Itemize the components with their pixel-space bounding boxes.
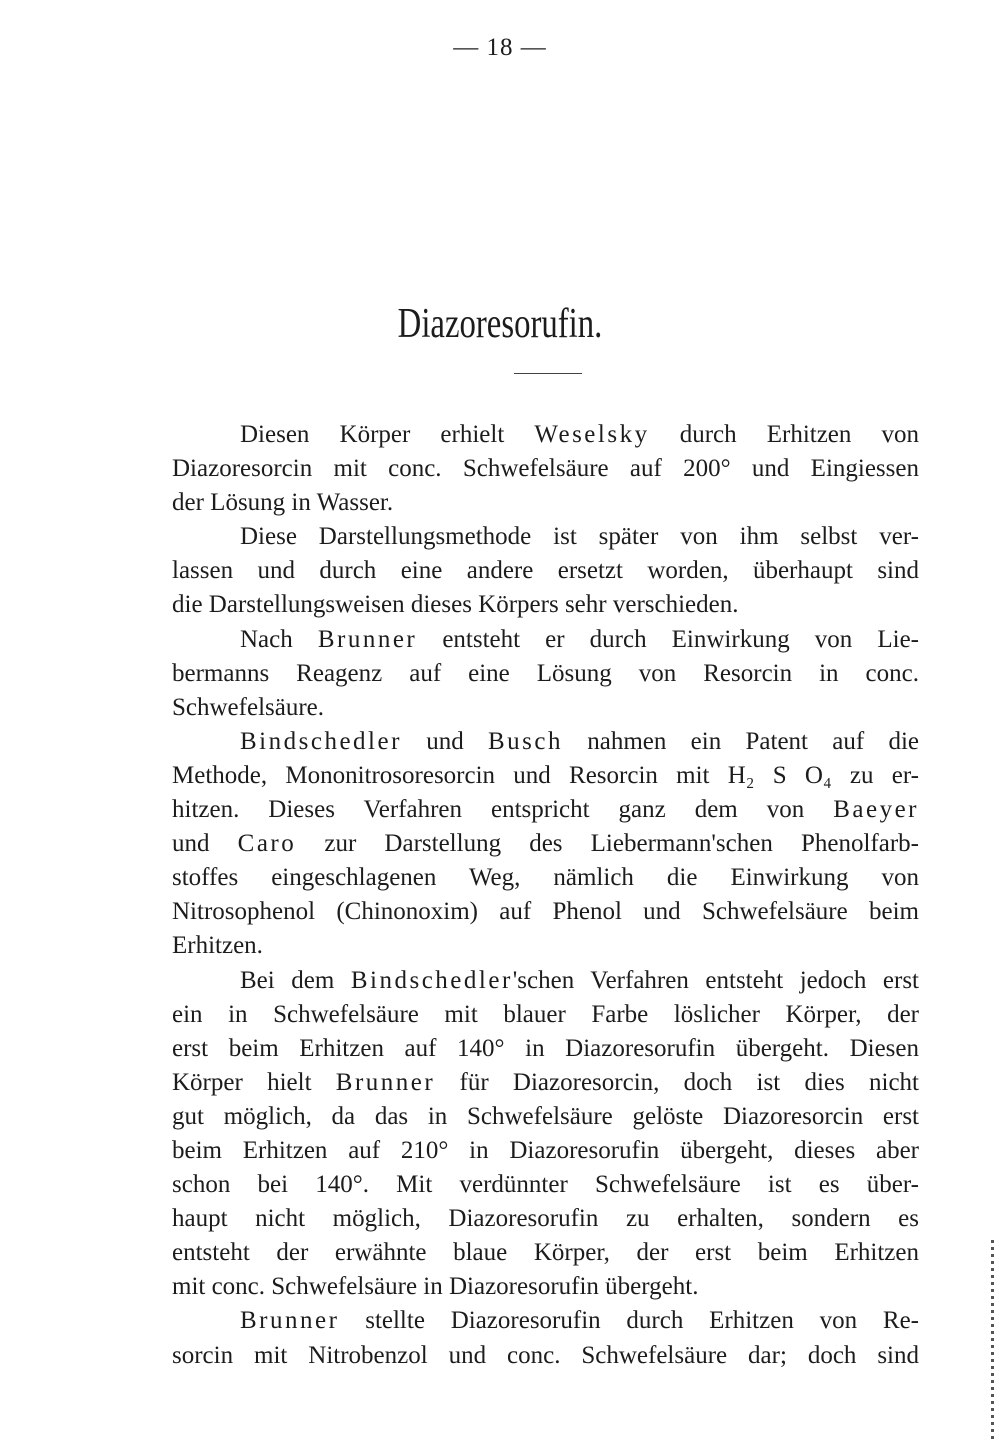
text-line: beim Erhitzen auf 210° in Diazoresorufin übergeht, dieses aber	[172, 1136, 919, 1164]
spaced-name: Bindschedler	[350, 966, 513, 994]
text-line: haupt nicht möglich, Diazoresorufin zu erhalten, sondern es	[172, 1205, 919, 1233]
text-line: und Caro zur Darstellung des Liebermann'schen Phenolfarb-	[172, 830, 920, 858]
spaced-name: Brunner	[317, 625, 418, 653]
text-line: Schwefelsäure.	[172, 693, 325, 721]
text-line: Brunner stellte Diazoresorufin durch Erhitzen von Re-	[240, 1307, 919, 1335]
spaced-name: Caro	[237, 830, 297, 858]
page-title: Diazoresorufin.	[397, 301, 603, 347]
text-line: Nitrosophenol (Chinonoxim) auf Phenol und Schwefelsäure beim	[172, 898, 919, 926]
text-line: ein in Schwefelsäure mit blauer Farbe löslicher Körper, der	[172, 1000, 919, 1028]
spaced-name: Weselsky	[534, 421, 650, 448]
text-line: erst beim Erhitzen auf 140° in Diazoresorufin übergeht. Diesen	[172, 1034, 919, 1062]
spaced-name: Baeyer	[833, 796, 919, 824]
text-line: schon bei 140°. Mit verdünnter Schwefelsäure ist es über-	[172, 1171, 919, 1199]
body-text	[172, 418, 919, 1373]
text-line: stoffes eingeschlagenen Weg, nämlich die Einwirkung von	[172, 864, 919, 892]
spaced-name: Busch	[487, 727, 563, 755]
page-edge-mark	[991, 1240, 994, 1440]
text-line: mit conc. Schwefelsäure in Diazoresorufin übergeht.	[172, 1273, 699, 1301]
text-line: lassen und durch eine andere ersetzt worden, überhaupt sind	[172, 557, 919, 585]
text-line: Diese Darstellungsmethode ist später von ihm selbst ver-	[240, 523, 919, 551]
text-line: sorcin mit Nitrobenzol und conc. Schwefelsäure dar; doch sind	[172, 1341, 919, 1369]
text-line: Nach Brunner entsteht er durch Einwirkung von Lie-	[240, 625, 919, 653]
text-line: der Lösung in Wasser.	[172, 489, 394, 517]
spaced-name: Brunner	[240, 1307, 340, 1335]
text-line: bermanns Reagenz auf eine Lösung von Resorcin in conc.	[172, 659, 919, 687]
page-number: — 18 —	[453, 34, 547, 61]
text-line: Diazoresorcin mit conc. Schwefelsäure auf 200° und Eingiessen	[172, 455, 919, 483]
text-line: Bindschedler und Busch nahmen ein Patent auf die	[240, 727, 919, 755]
spaced-name: Brunner	[335, 1068, 436, 1096]
text-line: Diesen Körper erhielt Weselsky durch Erhitzen von	[240, 421, 919, 448]
title-divider	[514, 373, 582, 374]
text-line: die Darstellungsweisen dieses Körpers sehr verschieden.	[172, 591, 739, 619]
text-line: Körper hielt Brunner für Diazoresorcin, doch ist dies nicht	[172, 1068, 919, 1096]
text-line: Erhitzen.	[172, 932, 263, 960]
text-line: Methode, Mononitrosoresorcin und Resorcin mit H₂ S O₄ zu er-	[172, 761, 919, 789]
spaced-name: Bindschedler	[240, 727, 402, 755]
text-line: entsteht der erwähnte blaue Körper, der erst beim Erhitzen	[172, 1239, 919, 1267]
text-line: Bei dem Bindschedler'schen Verfahren entsteht jedoch erst	[240, 966, 919, 994]
text-line: hitzen. Dieses Verfahren entspricht ganz dem von Baeyer	[172, 796, 919, 824]
text-line: gut möglich, da das in Schwefelsäure gelöste Diazoresorcin erst	[172, 1102, 919, 1130]
